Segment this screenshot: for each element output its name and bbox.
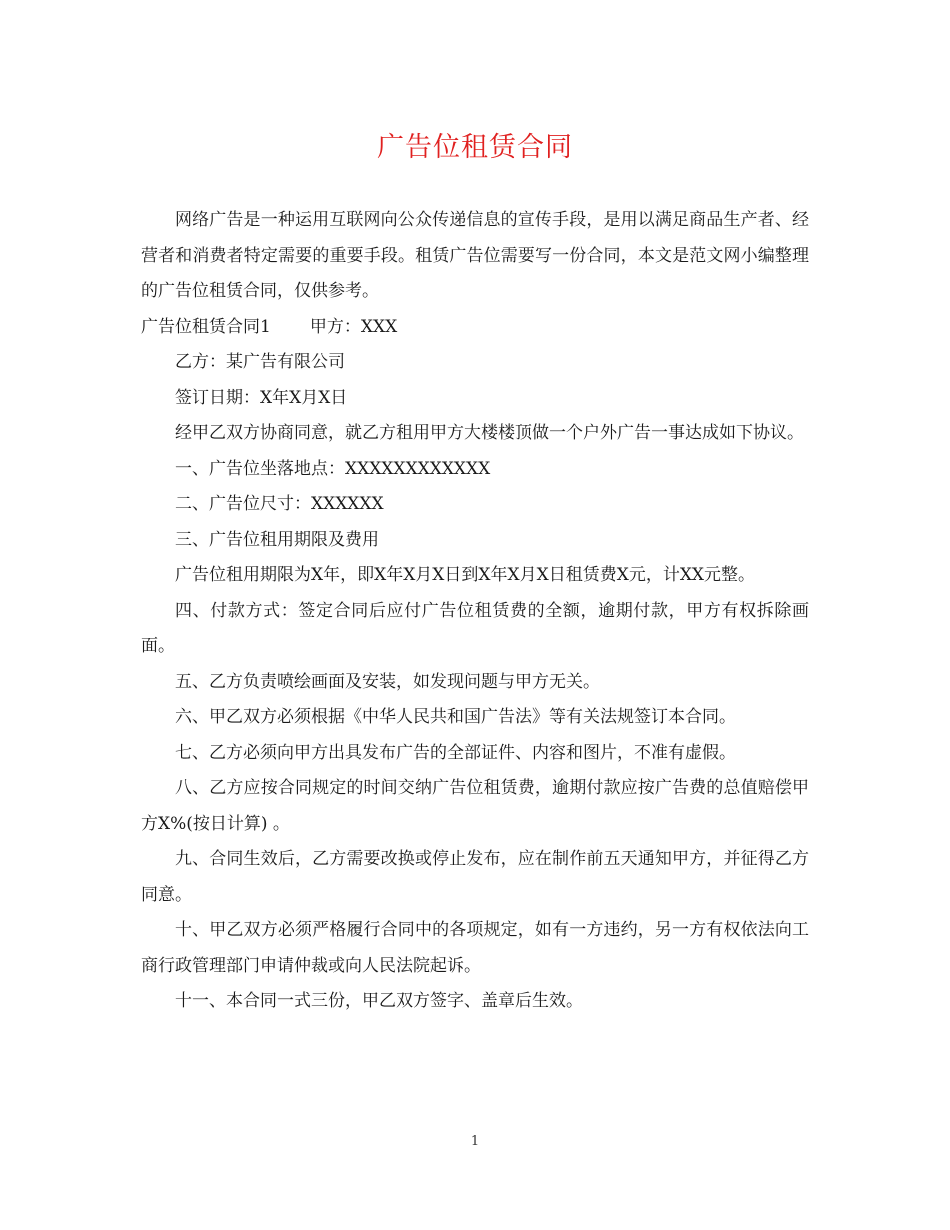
clause-10: 十、甲乙双方必须严格履行合同中的各项规定，如有一方违约，另一方有权依法向工商行政管理部门申请仲裁或向人民法院起诉。 [141, 920, 809, 976]
clause-8: 八、乙方应按合同规定的时间交纳广告位租赁费，逾期付款应按广告费的总值赔偿甲方X%(按日计算) 。 [141, 778, 809, 834]
page-number: 1 [470, 1134, 480, 1149]
party-b: 乙方：某广告有限公司 [175, 352, 345, 372]
sign-date: 签订日期：X年X月X日 [175, 387, 348, 408]
contract-heading: 广告位租赁合同1 [141, 316, 271, 337]
clause-2: 二、广告位尺寸：XXXXXX [175, 494, 384, 514]
clause-5: 五、乙方负责喷绘画面及安装，如发现问题与甲方无关。 [175, 671, 600, 692]
clause-1: 一、广告位坐落地点：XXXXXXXXXXXX [175, 458, 491, 479]
clause-7: 七、乙方必须向甲方出具发布广告的全部证件、内容和图片，不准有虚假。 [175, 742, 736, 763]
intro-paragraph: 网络广告是一种运用互联网向公众传递信息的宣传手段，是用以满足商品生产者、经营者和消费者特定需要的重要手段。租赁广告位需要写一份合同，本文是范文网小编整理的广告位租赁合同，仅供参考。 [141, 210, 809, 301]
clause-3-detail: 广告位租用期限为X年，即X年X月X日到X年X月X日租赁费X元，计XX元整。 [175, 565, 756, 585]
document-title: 广告位租赁合同 [377, 132, 573, 163]
clause-11: 十一、本合同一式三份，甲乙双方签字、盖章后生效。 [175, 991, 583, 1011]
contract-heading-line [141, 310, 809, 346]
document-body [141, 203, 809, 1020]
clause-6: 六、甲乙双方必须根据《中华人民共和国广告法》等有关法规签订本合同。 [175, 707, 736, 727]
clause-3: 三、广告位租用期限及费用 [175, 529, 379, 550]
clause-9: 九、合同生效后，乙方需要改换或停止发布，应在制作前五天通知甲方，并征得乙方同意。 [141, 849, 809, 905]
clause-4: 四、付款方式：签定合同后应付广告位租赁费的全额，逾期付款，甲方有权拆除画面。 [141, 600, 809, 656]
preamble-paragraph: 经甲乙双方协商同意，就乙方租用甲方大楼楼顶做一个户外广告一事达成如下协议。 [175, 423, 804, 443]
party-a: 甲方：XXX [309, 316, 398, 337]
